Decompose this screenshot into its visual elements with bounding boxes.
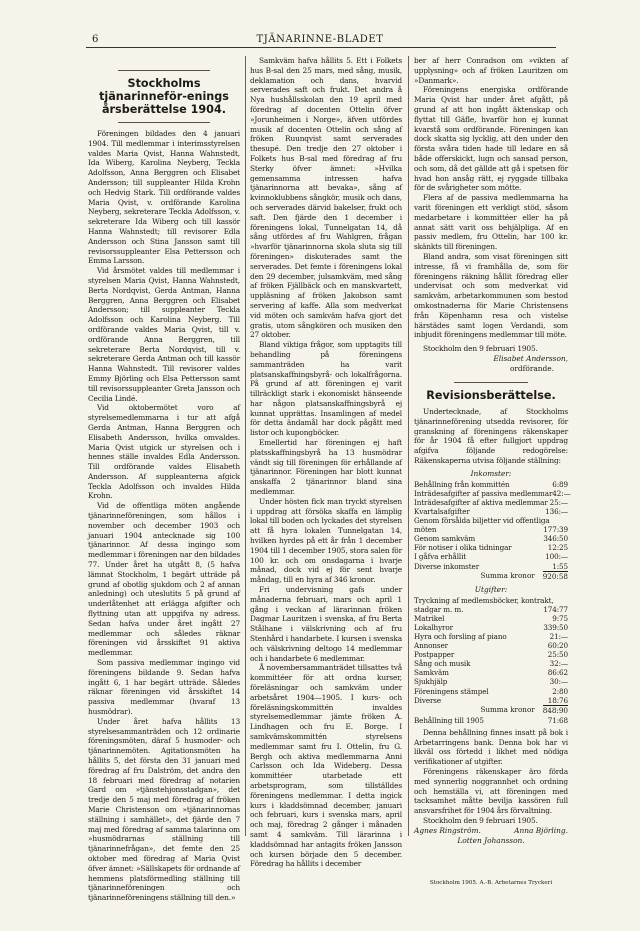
page-number: 6	[92, 34, 99, 45]
ledger-row	[414, 696, 568, 705]
ledger-row	[414, 562, 568, 571]
ledger-row	[414, 614, 568, 623]
ledger-row	[414, 516, 568, 525]
column-divider	[245, 56, 246, 836]
ledger-label: Genom samkväm	[414, 534, 476, 544]
signature: Elisabet Andersson,	[493, 353, 568, 363]
signature: Lotten Johansson.	[457, 835, 525, 845]
ledger-row	[414, 488, 571, 498]
ledger-label: Sång och musik	[414, 659, 471, 669]
ledger-label: Samkväm	[414, 668, 449, 678]
expense-total	[414, 705, 568, 716]
paragraph: Emellertid har föreningen ej haft platsskaffningsbyrå ha 13 husmödrar vändt sig till föreningen för erhållande af tjänarinnor. Föreningen har blott kunnat anskaffa 2 tjänarinnor bland sina medlemmar.	[250, 438, 402, 497]
revision-date: Stockholm den 9 februari 1905.	[423, 816, 538, 826]
column-2	[250, 56, 402, 869]
paragraph: Bland viktiga frågor, som upptagits till behandling på föreningens sammanträden ha varit platsanskaffningsbyrå- och lokalfrågorna. På grund af att föreningen ej varit tillräckligt stark i ekonomiskt hänseende har någon platsanskaffningsbyrå ej kunnat upprättas. Insamlingen af medel för detta ändamål har dock pågått med listor och kupongböcker.	[250, 340, 402, 438]
section-rule	[118, 70, 210, 71]
paragraph: Vid årsmötet valdes till medlemmar i styrelsen Maria Qvist, Hanna Wahnstedt, Berta Nordqvist, Gerda Antman, Hanna Berggren, Anna Berggren och Elisabet Andersson; till suppleanter Teckla Adolfsson och Karolina Neyberg. Till ordförande valdes Maria Qvist, till v. ordförande Anna Berggren, till sekreterare Berta Nordqvist, till v. sekreterare Gerda Antman och till kassör Hanna Wahnstedt. Till revisorer valdes Emmy Björling och Elsa Pettersson samt till revisorssuppleanter Greta Jansson och Cecilia Lindé.	[88, 266, 240, 403]
revision-signatures	[414, 826, 568, 836]
ledger-label: Lokalhyror	[414, 622, 453, 632]
ledger-value: 100:—	[545, 552, 568, 562]
date-line: Stockholm den 9 februari 1905.	[423, 344, 538, 354]
ledger-label: Inträdesafgifter af passiva medlemmar	[414, 488, 553, 498]
ledger-row	[414, 534, 568, 543]
ledger-value: 174:77	[543, 604, 568, 614]
signature-role: ordförande.	[509, 363, 554, 373]
total-label: Summa kronor	[480, 704, 535, 714]
section-rule	[454, 382, 528, 383]
ledger-row	[414, 552, 568, 561]
income-total	[414, 571, 568, 582]
ledger-row	[414, 525, 568, 534]
ledger-label: Diverse inkomster	[414, 561, 480, 571]
paragraph: Vid de offentliga möten angående tjänarinneföreningen, som hållos i november och december 1903 och januari 1904 antecknade sig 100 tjänarinnor. Af dessa ingingo som medlemmar i föreningen nar den bildades 77. Under året ha utgått 8, (5 hafva lämnat Stockholm, 1 begärt utträde på grund af obotlig sjukdom och 2 af annan anledning) och uteslutits 5 på grund af underlåtenhet att erlägga afgifter och flyttning utan att uppgifva ny adress. Sedan hafva under året ingått 27 medlemmar och således räknar föreningen vid årsskiftet 91 aktiva medlemmar.	[88, 501, 240, 658]
ledger-value: 32:—	[549, 659, 568, 669]
ledger-value: 1:55	[552, 561, 568, 571]
ledger-label: För notiser i olika tidningar	[414, 543, 512, 553]
ledger-value: 86:62	[547, 668, 568, 678]
ledger-row	[414, 507, 568, 516]
article-headline: Stockholms tjänarinneför-enings årsberättelse 1904.	[99, 77, 229, 116]
column-divider	[408, 56, 409, 836]
ledger-label: I gåfva erhållit	[414, 552, 467, 562]
ledger-label: Diverse	[414, 695, 442, 705]
ledger-value: 346:50	[543, 534, 568, 544]
signature: Anna Björling.	[514, 825, 568, 835]
ledger-value: 60:20	[547, 641, 568, 651]
ledger-value: 6:89	[552, 479, 568, 489]
ledger-label: Postpapper	[414, 650, 455, 660]
total-value: 920:58	[542, 571, 568, 581]
paragraph: Som passiva medlemmar ingingo vid föreningens bildande 9. Sedan hafva ingått 6, 1 har begärt utträde. Således räknar föreningen vid årsskiftet 14 passiva medlemmar (hvaraf 13 husmödrar).	[88, 658, 240, 717]
ledger-value: 9:75	[552, 613, 568, 623]
masthead-title: TJÄNARINNE-BLADET	[256, 34, 384, 45]
ledger-row	[414, 596, 568, 605]
ledger-row	[414, 632, 568, 641]
ledger-label: Föreningens stämpel	[414, 686, 489, 696]
ledger-label: Behållning från kommittén	[414, 479, 510, 489]
ledger-label: möten	[414, 525, 437, 535]
total-value: 848:90	[542, 705, 568, 715]
header-rule	[86, 47, 556, 48]
ledger-value: 18:76	[547, 695, 568, 705]
ledger-label: Sjukhjälp	[414, 677, 448, 687]
ledger-value: 2:80	[552, 686, 568, 696]
ledger-label: Hyra och forsling af piano	[414, 632, 507, 641]
paragraph: Bland andra, som visat föreningen sitt intresse, få vi framhålla de, som för föreningens räkning hållit föredrag eller undervisat och som medverkat vid samkväm, arbetarkommunen som bestod omkostnaderna för Marie Christensens från Köpenhamn resa och vistelse härstädes samt logen Verdandi, som inbjudit föreningens medlemmar till möte.	[414, 251, 568, 340]
column-3	[414, 56, 571, 861]
expense-list	[414, 596, 568, 705]
paragraph: Föreningens energiska ordförande Maria Qvist har under året afgått, på grund af att hon ingått äktenskap och flyttat till Gäfle, hvarför hon ej kunnat kvarstå som ordförande. Föreningen kan dock skatta sig lycklig, att den under den första svåra tiden hade till ledare en så både offerskickt, lugn och sansad person, och som, då det gällde att gå i spetsen för hvad hon ansåg rätt, ej ryggade tillbaka för de svårigheter som mötte.	[414, 85, 568, 193]
paragraph: Samkväm hafva hållits 5. Ett i Folkets hus B-sal den 25 mars, med sång, musik, deklamation och dans, hvarvid serverades saft och frukt. Det andra å Nya hushållsskolan den 19 april med föredrag af docenten Ottelin öfver »Jorunheimen i Norge», äfven utfördes musik af docenten Ottelin och sång af fröken Ruunqvist samt serverades thesupé. Den tredje den 27 oktober i Folkets hus B-sal med föredrag af fru Sterky öfver ämnet: »Hvilka gemensamma intressen hafva tjänarinnorna att bevaka», sång af kvinnoklubbens sångkör, musik och dans, och serverades därvid bakelser, frukt och saft. Den fjärde den 1 december i föreningens lokal, Tunnelgatan 14, då sång utfördes af fru Wahlgren, frågan »hvarför tjänarinnorna skola sluta sig till föreningen» diskuterades samt the serverades. Det femte i föreningens lokal den 29 december, julsamkväm, med sång af fröken Fjällbäck och en manskvartett, uppläsning af fröken Jakobson samt servering af kaffe. Alla som medverkat vid möten och samkväm hafva gjort det gratis, utom sångkören och musiken den 27 oktober.	[250, 56, 402, 340]
ledger-label: Inträdesafgifter af aktiva medlemmar	[414, 497, 548, 507]
ledger-label: stadgar m. m.	[414, 604, 464, 614]
ledger-row	[414, 543, 568, 552]
paragraph: Under hösten fick man tryckt styrelsen i uppdrag att försöka skaffa en lämplig lokal till boden och lyckades det styrelsen att få hyra lokalen Tunnelgatan 14, hvilken hyrdes på ett år från 1 december 1904 till 1 december 1905, stora salen för 100 kr. och om onsdagarna i hvarje månad, dock vid ej för sent hvarje måndag, till en hyra af 346 kronor.	[250, 496, 402, 585]
revision-intro: Undertecknade, af Stockholms tjänarinneförening utsedda revisorer, för granskning af föreningens räkenskaper för år 1904 få efter fullgjort uppdrag afgifva följande redogörelse: Räkenskaperna utvisa följande ställning:	[414, 406, 568, 465]
paragraph: Denna behållning finnes insatt på bok i Arbetarringens bank. Denna bok har vi likväl oss förtedd i likhet med nödiga verifikationer af utgifter.	[414, 727, 568, 767]
paragraph: ber af herr Conradson om »vikten af upplysning» och af fröken Lauritzen om »Danmark».	[414, 56, 568, 85]
paragraph: Å novembersammanträdet tillsattes två kommittéer för att ordna kurser, föreläsningar och samkväm under arbetsåret 1904—1905. I kurs- och föreläsningskommittén invaldes styrelsemedlemmar jämte fröken A. Lindhagen och fru E. Borge. I samkvämskommittén styrelsens medlemmar samt fru I. Ottelin, fru G. Bergh och aktiva medlemmarna Anni Carlsson och Ida Wideberg. Dessa kommittéer utarbetade ett arbetsprogram, som tillställdes föreningens medlemmar. I detta ingick kurs i kladdsömnad december, januari och februari, kurs i svenska mars, april och maj, föredrag 2 gånger i månaden samt 4 samkväm. Till lärarinna i kladdsömnad har antagits fröken Jansson och kursen började den 5 december. Föredrag ha hållits i december	[250, 663, 402, 869]
ledger-value: 12:25	[547, 543, 568, 553]
paragraph: Vid oktobermötet voro af styrelsemedlemmarna i tur att afgå Gerda Antman, Hanna Berggren och Elisabeth Andersson, hvilka omvaldes. Maria Qvist utgick ur styrelsen och i hennes ställe invaldes Edla Andersson. Till ordförande valdes Elisabeth Andersson. Af suppleanterna afgick Teckla Adolfsson och invaldes Hilda Krohn.	[88, 403, 240, 501]
ledger-label: Tryckning af medlemsböcker, kontrakt,	[414, 595, 554, 605]
paragraph: Under året hafva hållits 13 styrelsesammanträden och 12 ordinarie föreningsmöten, däraf 5 husmoder- och tjänarinnemöten. Agitationsmöten ha hållits 5, det första den 31 januari med föredrag af fru Dalström, det andra den 18 februari med föredrag af notarien Gard om »tjänstehjonsstadgan», det tredje den 5 maj med föredrag af fröken Marie Christenson om »tjänarinnornas ställning i samhället», det fjärde den 7 maj med föredrag af samma talarinna om »husmödrarnas ställning till tjänarinnefrågan», det femte den 25 oktober med föredrag af Maria Qvist öfver ämnet: »Sällskapets för ordnande af hemmens platsförmedling ställning till tjänarinneföreningen och tjänarinneföreningens ställning till den.»	[88, 716, 240, 903]
ledger-value: 177:39	[543, 525, 568, 535]
paragraph: Föreningen bildades den 4 januari 1904. Till medlemmar i interimsstyrelsen valdes Maria Qvist, Hanna Wahnstedt, Ida Wiberg, Karolina Neyberg, Teckla Adolfsson, Anna Berggren och Elisabet Andersson; till suppleanter Hilda Krohn och Hedvig Stark. Till ordförande valdes Maria Qvist, v. ordförande Karolina Neyberg, sekreterare Teckla Adolfsson, v. sekreterare Ida Wiberg och till kassör Hanna Wahnstedt; till revisorer Edla Andersson och Stina Jansson samt till revisorssuppleanter Elsa Pettersson och Emma Larsson.	[88, 129, 240, 266]
ledger-value	[550, 516, 568, 525]
ledger-row	[414, 668, 568, 677]
ledger-row	[414, 677, 568, 686]
income-heading: Inkomster:	[470, 468, 512, 478]
section-rule	[118, 122, 210, 123]
ledger-value	[554, 596, 568, 605]
total-label: Summa kronor	[480, 570, 535, 580]
ledger-value: 30:—	[549, 677, 568, 687]
revision-headline: Revisionsberättelse.	[426, 388, 556, 402]
paragraph: Fri undervisning gafs under månaderna februari, mars och april 1 gång i veckan af lärarinnan fröken Dagmar Lauritzen i svenska, af fru Berta Stålhane i välskrivning och af fru Stenhård i handarbete. I kursen i svenska och välskrivning deltogo 14 medlemmar och i handarbete 6 medlemmar.	[250, 585, 402, 663]
column-1	[88, 56, 240, 903]
ledger-label: Matrikel	[414, 613, 445, 623]
income-list	[414, 479, 571, 571]
balance-value: 71:68	[547, 715, 568, 725]
ledger-row	[414, 641, 568, 650]
balance-label: Behållning till 1905	[414, 715, 484, 725]
ledger-value: 25:50	[547, 650, 568, 660]
ledger-value: 42:—	[552, 488, 571, 498]
ledger-label: Annonser	[414, 641, 448, 651]
ledger-row	[414, 659, 568, 668]
ledger-value: 136:—	[545, 506, 568, 516]
ledger-label: Kvartalsafgifter	[414, 506, 470, 516]
ledger-value: 339:50	[543, 622, 568, 632]
ledger-row	[414, 623, 568, 632]
paragraph: Föreningens räkenskaper äro förda med synnerlig noggrannhet och ordning och hemställa vi, att föreningen med tacksamhet måtte bevilja kassören full ansvarsfrihet för 1904 års förvaltning.	[414, 767, 568, 816]
ledger-row	[414, 498, 568, 507]
printer-imprint: Stockholm 1905. A.-B. Arbetarnes Tryckeri	[429, 880, 553, 886]
ledger-value: 25:—	[549, 497, 568, 507]
ledger-value: 21:—	[549, 632, 568, 641]
ledger-row	[414, 650, 568, 659]
ledger-row	[414, 605, 568, 614]
paragraph: Flera af de passiva medlemmarna ha varit föreningen ett verkligt stöd, såsom medarbetare i kommittéer eller ha på annat sätt varit oss behjälpliga. Af en passiv medlem, fru Ottelin, har 100 kr. skänkts till föreningen.	[414, 193, 568, 252]
ledger-label: Genom försålda biljetter vid offentliga	[414, 516, 550, 526]
ledger-row	[414, 687, 568, 696]
signature: Agnes Ringström.	[414, 825, 481, 835]
balance-row	[414, 716, 568, 725]
ledger-row	[414, 480, 568, 489]
expense-heading: Utgifter:	[474, 584, 508, 594]
